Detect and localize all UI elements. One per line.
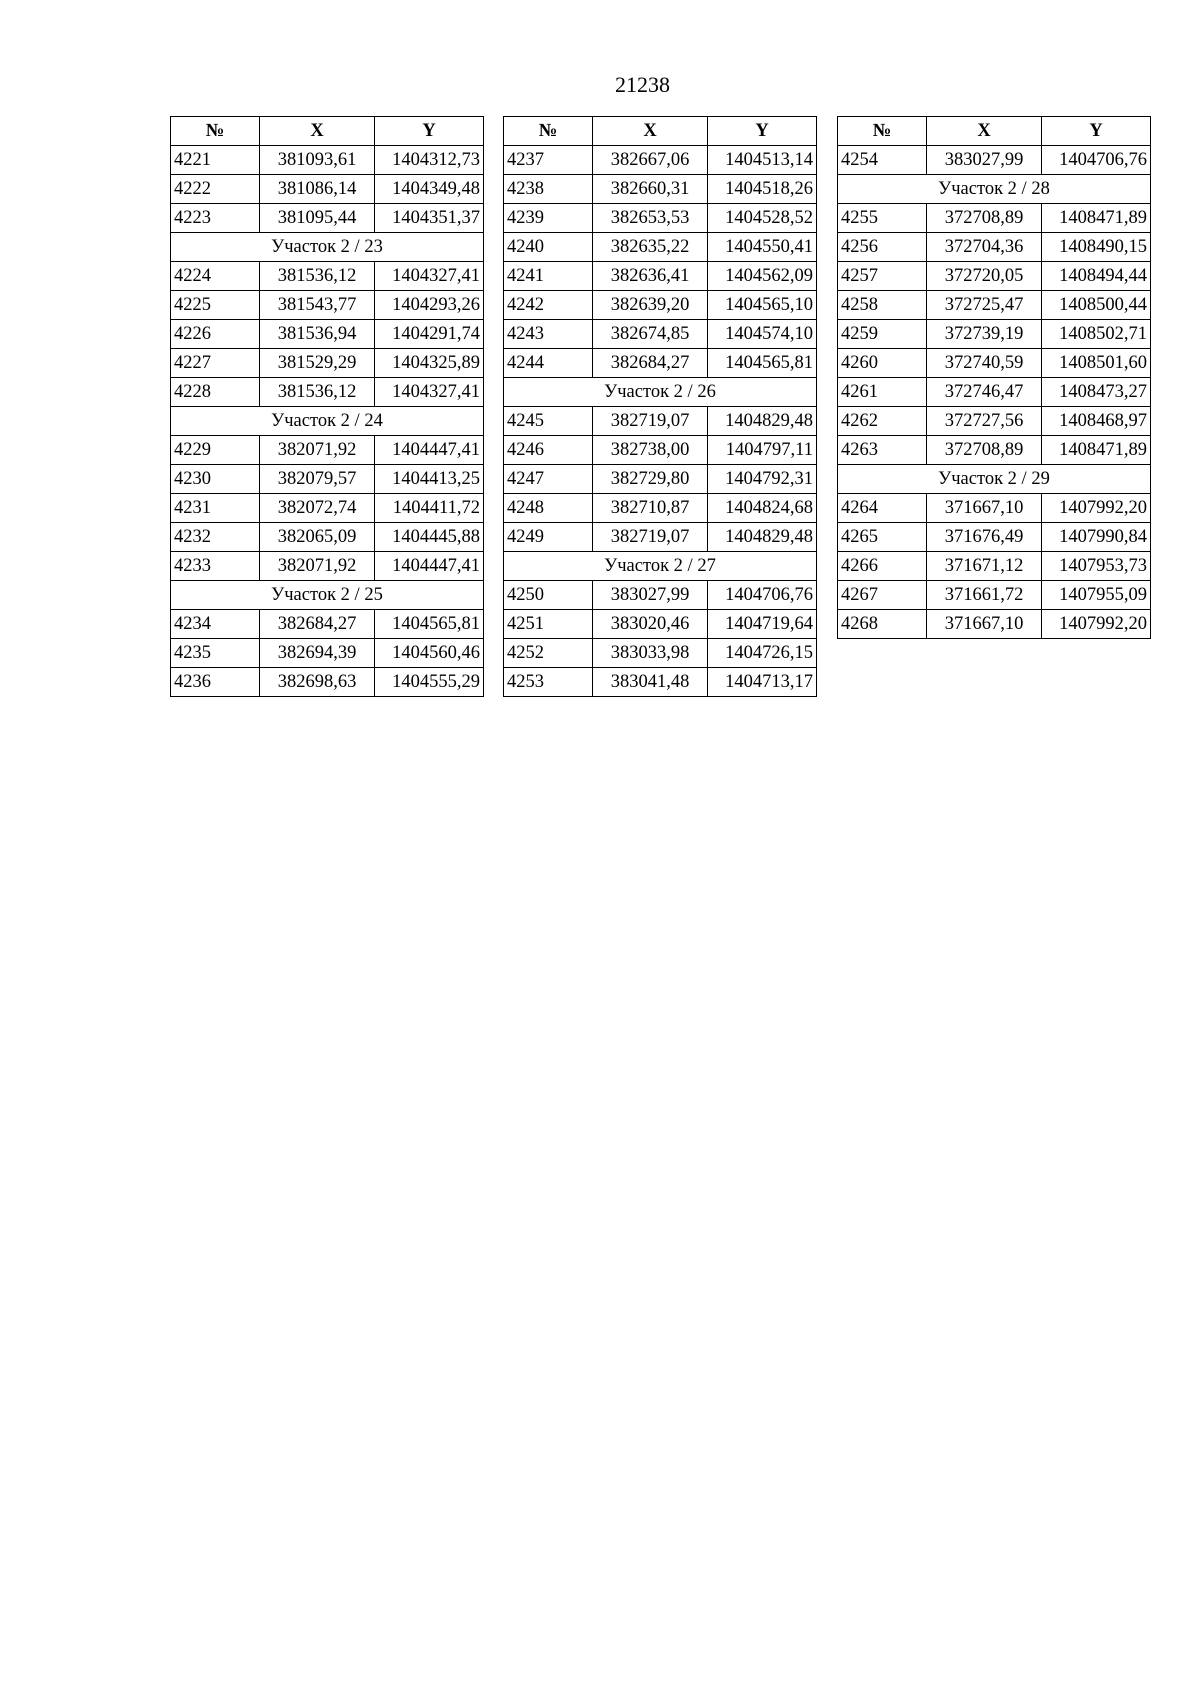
x-coordinate: 382684,27 (593, 349, 708, 378)
point-number: 4225 (171, 291, 260, 320)
point-number: 4242 (504, 291, 593, 320)
y-coordinate: 1404829,48 (708, 523, 817, 552)
point-number: 4222 (171, 175, 260, 204)
x-coordinate: 382071,92 (260, 436, 375, 465)
table-header-row (504, 117, 817, 146)
point-number: 4249 (504, 523, 593, 552)
point-number: 4251 (504, 610, 593, 639)
x-coordinate: 383027,99 (927, 146, 1042, 175)
table-row (838, 610, 1151, 639)
point-number: 4221 (171, 146, 260, 175)
table-row (838, 581, 1151, 610)
x-coordinate: 382071,92 (260, 552, 375, 581)
point-number: 4259 (838, 320, 927, 349)
section-title: Участок 2 / 24 (171, 407, 484, 436)
y-coordinate: 1404550,41 (708, 233, 817, 262)
header-number: № (171, 117, 260, 146)
y-coordinate: 1404445,88 (375, 523, 484, 552)
y-coordinate: 1408500,44 (1042, 291, 1151, 320)
y-coordinate: 1404327,41 (375, 378, 484, 407)
table-row (838, 262, 1151, 291)
section-title: Участок 2 / 28 (838, 175, 1151, 204)
point-number: 4253 (504, 668, 593, 697)
y-coordinate: 1408494,44 (1042, 262, 1151, 291)
y-coordinate: 1408471,89 (1042, 204, 1151, 233)
x-coordinate: 381095,44 (260, 204, 375, 233)
y-coordinate: 1404792,31 (708, 465, 817, 494)
y-coordinate: 1408468,97 (1042, 407, 1151, 436)
y-coordinate: 1404565,81 (708, 349, 817, 378)
point-number: 4268 (838, 610, 927, 639)
x-coordinate: 382660,31 (593, 175, 708, 204)
point-number: 4228 (171, 378, 260, 407)
y-coordinate: 1404413,25 (375, 465, 484, 494)
y-coordinate: 1404312,73 (375, 146, 484, 175)
table-row (838, 204, 1151, 233)
table-row (838, 233, 1151, 262)
point-number: 4248 (504, 494, 593, 523)
section-title: Участок 2 / 27 (504, 552, 817, 581)
point-number: 4237 (504, 146, 593, 175)
x-coordinate: 383033,98 (593, 639, 708, 668)
point-number: 4233 (171, 552, 260, 581)
x-coordinate: 383027,99 (593, 581, 708, 610)
table-row (171, 523, 484, 552)
table-row (504, 175, 817, 204)
x-coordinate: 372704,36 (927, 233, 1042, 262)
y-coordinate: 1404351,37 (375, 204, 484, 233)
point-number: 4230 (171, 465, 260, 494)
point-number: 4235 (171, 639, 260, 668)
x-coordinate: 382065,09 (260, 523, 375, 552)
x-coordinate: 372725,47 (927, 291, 1042, 320)
table-row (504, 465, 817, 494)
x-coordinate: 372739,19 (927, 320, 1042, 349)
x-coordinate: 381543,77 (260, 291, 375, 320)
table-row (838, 407, 1151, 436)
table-row (171, 494, 484, 523)
table-row (838, 146, 1151, 175)
table-row (838, 436, 1151, 465)
table-row (171, 146, 484, 175)
y-coordinate: 1404555,29 (375, 668, 484, 697)
section-row (171, 581, 484, 610)
y-coordinate: 1404726,15 (708, 639, 817, 668)
point-number: 4260 (838, 349, 927, 378)
y-coordinate: 1404447,41 (375, 436, 484, 465)
table-row (171, 465, 484, 494)
table-row (838, 291, 1151, 320)
section-row (171, 407, 484, 436)
y-coordinate: 1404518,26 (708, 175, 817, 204)
point-number: 4252 (504, 639, 593, 668)
y-coordinate: 1404565,81 (375, 610, 484, 639)
x-coordinate: 371667,10 (927, 610, 1042, 639)
table-row (504, 204, 817, 233)
table-row (838, 349, 1151, 378)
point-number: 4255 (838, 204, 927, 233)
section-row (838, 465, 1151, 494)
point-number: 4261 (838, 378, 927, 407)
y-coordinate: 1404824,68 (708, 494, 817, 523)
x-coordinate: 382710,87 (593, 494, 708, 523)
point-number: 4264 (838, 494, 927, 523)
point-number: 4229 (171, 436, 260, 465)
table-row (504, 146, 817, 175)
point-number: 4241 (504, 262, 593, 291)
table-row (504, 610, 817, 639)
y-coordinate: 1404829,48 (708, 407, 817, 436)
header-y: Y (708, 117, 817, 146)
y-coordinate: 1404293,26 (375, 291, 484, 320)
x-coordinate: 382635,22 (593, 233, 708, 262)
x-coordinate: 371671,12 (927, 552, 1042, 581)
x-coordinate: 383020,46 (593, 610, 708, 639)
coordinates-table-2 (503, 116, 817, 697)
x-coordinate: 372720,05 (927, 262, 1042, 291)
table-row (504, 349, 817, 378)
point-number: 4243 (504, 320, 593, 349)
section-title: Участок 2 / 25 (171, 581, 484, 610)
table-row (504, 581, 817, 610)
table-row (838, 494, 1151, 523)
point-number: 4245 (504, 407, 593, 436)
table-row (838, 320, 1151, 349)
x-coordinate: 381093,61 (260, 146, 375, 175)
table-row (504, 291, 817, 320)
x-coordinate: 371661,72 (927, 581, 1042, 610)
point-number: 4254 (838, 146, 927, 175)
table-row (838, 378, 1151, 407)
y-coordinate: 1404706,76 (1042, 146, 1151, 175)
x-coordinate: 372708,89 (927, 436, 1042, 465)
point-number: 4232 (171, 523, 260, 552)
y-coordinate: 1408502,71 (1042, 320, 1151, 349)
x-coordinate: 372746,47 (927, 378, 1042, 407)
x-coordinate: 371676,49 (927, 523, 1042, 552)
y-coordinate: 1404325,89 (375, 349, 484, 378)
header-x: X (260, 117, 375, 146)
y-coordinate: 1407955,09 (1042, 581, 1151, 610)
y-coordinate: 1408471,89 (1042, 436, 1151, 465)
x-coordinate: 382079,57 (260, 465, 375, 494)
table-row (838, 552, 1151, 581)
table-row (504, 668, 817, 697)
y-coordinate: 1404562,09 (708, 262, 817, 291)
x-coordinate: 382653,53 (593, 204, 708, 233)
y-coordinate: 1408490,15 (1042, 233, 1151, 262)
y-coordinate: 1407990,84 (1042, 523, 1151, 552)
point-number: 4226 (171, 320, 260, 349)
header-x: X (593, 117, 708, 146)
table-row (504, 639, 817, 668)
section-row (171, 233, 484, 262)
table-row (171, 291, 484, 320)
x-coordinate: 382698,63 (260, 668, 375, 697)
x-coordinate: 382636,41 (593, 262, 708, 291)
y-coordinate: 1404719,64 (708, 610, 817, 639)
y-coordinate: 1404706,76 (708, 581, 817, 610)
point-number: 4262 (838, 407, 927, 436)
point-number: 4265 (838, 523, 927, 552)
point-number: 4247 (504, 465, 593, 494)
table-row (171, 262, 484, 291)
table-row (504, 262, 817, 291)
point-number: 4263 (838, 436, 927, 465)
table-header-row (838, 117, 1151, 146)
x-coordinate: 372708,89 (927, 204, 1042, 233)
table-row (171, 610, 484, 639)
x-coordinate: 372740,59 (927, 349, 1042, 378)
table-row (171, 320, 484, 349)
x-coordinate: 382667,06 (593, 146, 708, 175)
section-row (504, 552, 817, 581)
section-title: Участок 2 / 29 (838, 465, 1151, 494)
x-coordinate: 381536,12 (260, 378, 375, 407)
point-number: 4236 (171, 668, 260, 697)
point-number: 4227 (171, 349, 260, 378)
y-coordinate: 1404565,10 (708, 291, 817, 320)
point-number: 4244 (504, 349, 593, 378)
x-coordinate: 382639,20 (593, 291, 708, 320)
table-row (171, 349, 484, 378)
point-number: 4239 (504, 204, 593, 233)
page-number: 21238 (615, 72, 670, 97)
y-coordinate: 1404349,48 (375, 175, 484, 204)
point-number: 4240 (504, 233, 593, 262)
y-coordinate: 1407992,20 (1042, 610, 1151, 639)
x-coordinate: 381086,14 (260, 175, 375, 204)
y-coordinate: 1404528,52 (708, 204, 817, 233)
table-row (171, 378, 484, 407)
x-coordinate: 372727,56 (927, 407, 1042, 436)
y-coordinate: 1404447,41 (375, 552, 484, 581)
header-y: Y (375, 117, 484, 146)
header-x: X (927, 117, 1042, 146)
table-row (171, 204, 484, 233)
point-number: 4234 (171, 610, 260, 639)
table-row (504, 320, 817, 349)
x-coordinate: 381536,12 (260, 262, 375, 291)
table-row (171, 175, 484, 204)
point-number: 4266 (838, 552, 927, 581)
x-coordinate: 383041,48 (593, 668, 708, 697)
x-coordinate: 382684,27 (260, 610, 375, 639)
point-number: 4267 (838, 581, 927, 610)
point-number: 4246 (504, 436, 593, 465)
table-row (171, 552, 484, 581)
point-number: 4250 (504, 581, 593, 610)
point-number: 4238 (504, 175, 593, 204)
x-coordinate: 382719,07 (593, 407, 708, 436)
coordinates-table-3 (837, 116, 1151, 639)
point-number: 4257 (838, 262, 927, 291)
coordinates-table-1 (170, 116, 484, 697)
x-coordinate: 382729,80 (593, 465, 708, 494)
point-number: 4258 (838, 291, 927, 320)
y-coordinate: 1404291,74 (375, 320, 484, 349)
section-row (838, 175, 1151, 204)
table-row (838, 523, 1151, 552)
x-coordinate: 382738,00 (593, 436, 708, 465)
x-coordinate: 382719,07 (593, 523, 708, 552)
y-coordinate: 1404327,41 (375, 262, 484, 291)
x-coordinate: 371667,10 (927, 494, 1042, 523)
table-row (171, 668, 484, 697)
section-title: Участок 2 / 26 (504, 378, 817, 407)
table-row (504, 233, 817, 262)
table-row (171, 436, 484, 465)
header-number: № (838, 117, 927, 146)
y-coordinate: 1404797,11 (708, 436, 817, 465)
section-row (504, 378, 817, 407)
x-coordinate: 382694,39 (260, 639, 375, 668)
point-number: 4256 (838, 233, 927, 262)
y-coordinate: 1408473,27 (1042, 378, 1151, 407)
y-coordinate: 1408501,60 (1042, 349, 1151, 378)
y-coordinate: 1407992,20 (1042, 494, 1151, 523)
section-title: Участок 2 / 23 (171, 233, 484, 262)
point-number: 4223 (171, 204, 260, 233)
y-coordinate: 1404560,46 (375, 639, 484, 668)
y-coordinate: 1404713,17 (708, 668, 817, 697)
table-row (504, 494, 817, 523)
y-coordinate: 1404411,72 (375, 494, 484, 523)
x-coordinate: 382674,85 (593, 320, 708, 349)
y-coordinate: 1407953,73 (1042, 552, 1151, 581)
table-row (171, 639, 484, 668)
x-coordinate: 381529,29 (260, 349, 375, 378)
header-y: Y (1042, 117, 1151, 146)
y-coordinate: 1404513,14 (708, 146, 817, 175)
table-row (504, 436, 817, 465)
x-coordinate: 381536,94 (260, 320, 375, 349)
table-header-row (171, 117, 484, 146)
header-number: № (504, 117, 593, 146)
point-number: 4231 (171, 494, 260, 523)
table-row (504, 407, 817, 436)
point-number: 4224 (171, 262, 260, 291)
x-coordinate: 382072,74 (260, 494, 375, 523)
table-row (504, 523, 817, 552)
y-coordinate: 1404574,10 (708, 320, 817, 349)
